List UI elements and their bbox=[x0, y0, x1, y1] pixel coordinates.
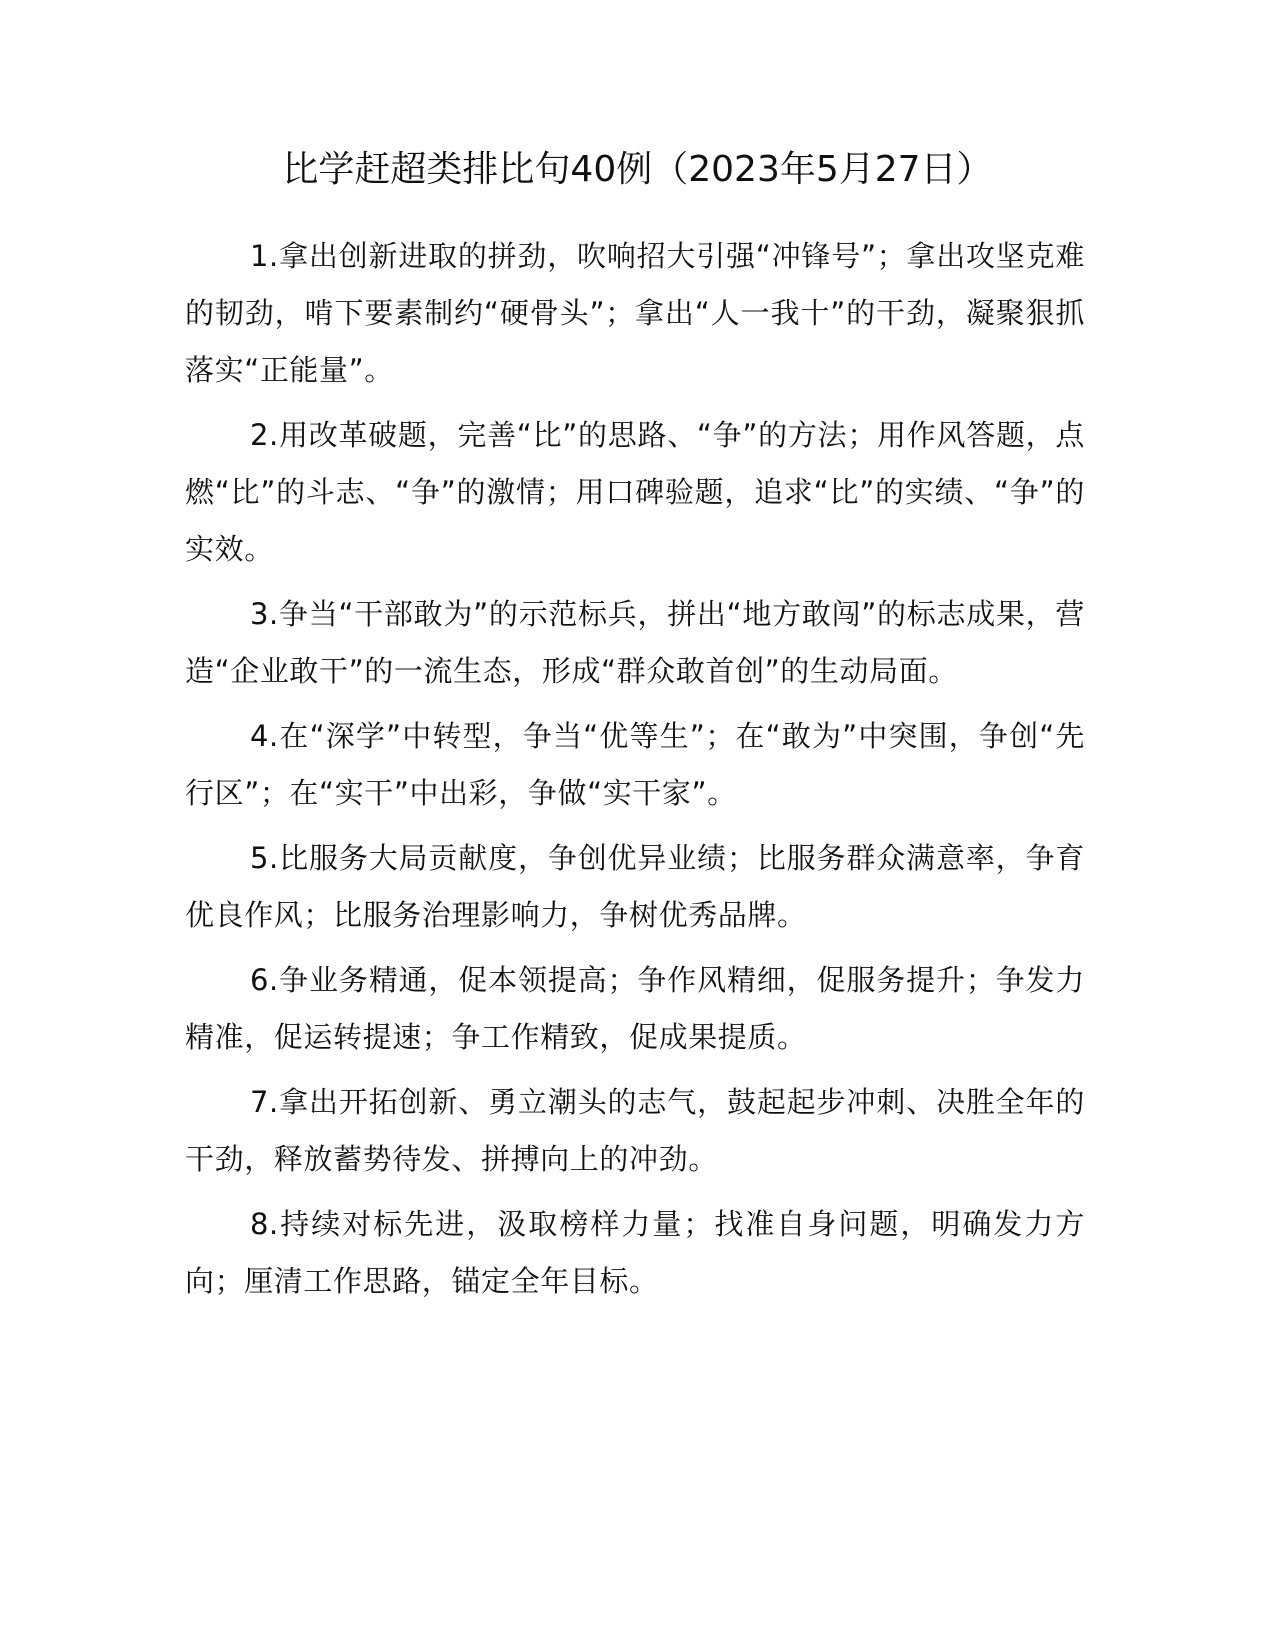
paragraph-8: 8.持续对标先进，汲取榜样力量；找准自身问题，明确发力方向；厘清工作思路，锚定全年目标。 bbox=[185, 1207, 1085, 1298]
paragraph-4: 4.在“深学”中转型，争当“优等生”；在“敢为”中突围，争创“先行区”；在“实干”中出彩，争做“实干家”。 bbox=[185, 719, 1085, 810]
paragraph-3: 3.争当“干部敢为”的示范标兵，拼出“地方敢闯”的标志成果，营造“企业敢干”的一流生态，形成“群众敢首创”的生动局面。 bbox=[185, 597, 1085, 688]
paragraph-5: 5.比服务大局贡献度，争创优异业绩；比服务群众满意率，争育优良作风；比服务治理影响力，争树优秀品牌。 bbox=[185, 841, 1085, 932]
paragraph-6: 6.争业务精通，促本领提高；争作风精细，促服务提升；争发力精准，促运转提速；争工作精致，促成果提质。 bbox=[185, 963, 1085, 1054]
paragraph-7: 7.拿出开拓创新、勇立潮头的志气，鼓起起步冲刺、决胜全年的干劲，释放蓄势待发、拼搏向上的冲劲。 bbox=[185, 1085, 1085, 1176]
document-title: 比学赶超类排比句40例（2023年5月27日） bbox=[282, 149, 993, 190]
document-body bbox=[185, 228, 1085, 1310]
paragraph-2: 2.用改革破题，完善“比”的思路、“争”的方法；用作风答题，点燃“比”的斗志、“争”的激情；用口碑验题，追求“比”的实绩、“争”的实效。 bbox=[185, 418, 1085, 566]
paragraph-1: 1.拿出创新进取的拼劲，吹响招大引强“冲锋号”；拿出攻坚克难的韧劲，啃下要素制约“硬骨头”；拿出“人一我十”的干劲，凝聚狠抓落实“正能量”。 bbox=[185, 239, 1085, 387]
